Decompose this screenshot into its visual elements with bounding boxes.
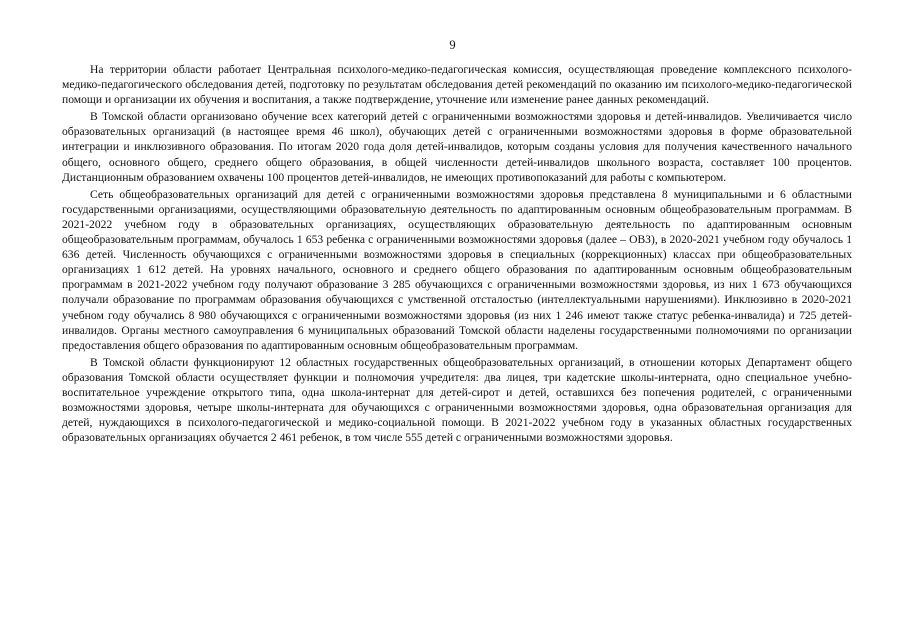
paragraph-pmpk-commission: На территории области работает Центральная психолого-медико-педагогическая комиссия, осуществляющая проведение комплексного психолого-медико-педагогического обследования детей, подготовку по результатам обследования детей рекомендаций по оказанию им психолого-медико-педагогической помощи и организации их обучения и воспитания, а также подтверждение, уточнение или изменение ранее данных рекомендаций. <box>62 63 852 107</box>
paragraph-disabled-children-education: В Томской области организовано обучение всех категорий детей с ограниченными возможностями здоровья и детей-инвалидов. Увеличивается число образовательных организаций (в настоящее время 46 школ), обучающих детей с ограниченными возможностями здоровья в форме образовательной интеграции и инклюзивного образования. По итогам 2020 года доля детей-инвалидов, которым созданы условия для получения качественного начального общего, основного общего, среднего общего образования, в общей численности детей-инвалидов школьного возраста, составляет 100 процентов. Дистанционным образованием охвачены 100 процентов детей-инвалидов, не имеющих противопоказаний для работы с компьютером. <box>62 110 852 184</box>
paragraph-adapted-programs-network: Сеть общеобразовательных организаций для детей с ограниченными возможностями здоровья представлена 8 муниципальными и 6 областными государственными организациями, осуществляющими образовательную деятельность по адаптированным основным общеобразовательным программам. В 2021-2022 учебном году в образовательных организациях, осуществляющих образовательную деятельность по адаптированным основным общеобразовательным программам, обучалось 1 653 ребенка с ограниченными возможностями здоровья (далее – ОВЗ), в 2020-2021 учебном году обучалось 1 636 детей. Численность обучающихся с ограниченными возможностями здоровья в специальных (коррекционных) классах при общеобразовательных организациях 1 612 детей. На уровнях начального, основного и среднего общего образования по адаптированным основным общеобразовательным программам в 2021-2022 учебном году получают образование 3 285 обучающихся с ограниченными возможностями здоровья, из них 1 673 обучающихся получали образование по программам образования обучающихся с умственной отсталостью (интеллектуальными нарушениями). Инклюзивно в 2020-2021 учебном году обучались 8 980 обучающихся с ограниченными возможностями здоровья (из них 1 246 имеют также статус ребенка-инвалида) и 725 детей-инвалидов. Органы местного самоуправления 6 муниципальных образований Томской области наделены государственными полномочиями по организации предоставления общего образования по адаптированным основным общеобразовательным программам. <box>62 187 852 352</box>
document-body <box>62 62 852 447</box>
paragraph-regional-organizations: В Томской области функционируют 12 областных государственных общеобразовательных организаций, в отношении которых Департамент общего образования Томской области осуществляет функции и полномочия учредителя: два лицея, три кадетские школы-интерната, одно специальное учебно-воспитательное учреждение открытого типа, одна школа-интернат для детей-сирот и детей, оставшихся без попечения родителей, с ограниченными возможностями здоровья, четыре школы-интерната для обучающихся с ограниченными возможностями здоровья, одна образовательная организация для детей, нуждающихся в психолого-педагогической и медико-социальной помощи. В 2021-2022 учебном году в указанных областных государственных образовательных организациях обучается 2 461 ребенок, в том числе 555 детей с ограниченными возможностями здоровья. <box>62 355 852 445</box>
page-number: 9 <box>449 38 456 52</box>
